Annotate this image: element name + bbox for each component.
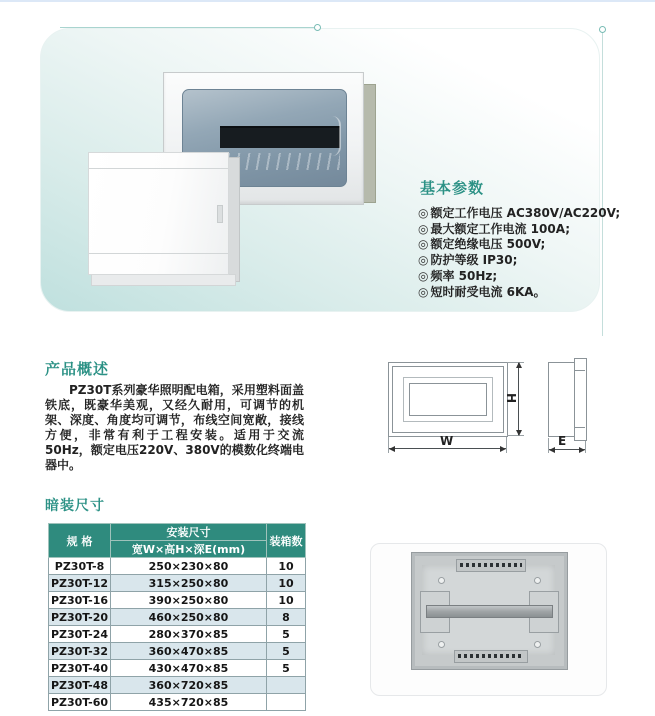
arrow-icon — [500, 446, 506, 452]
screw-icon — [534, 641, 541, 648]
drawing-side-body — [548, 362, 575, 437]
screw-icon — [438, 577, 445, 584]
front-box-seam — [89, 253, 228, 254]
rear-box-breaker-slot — [220, 126, 340, 148]
table-row: PZ30T-48 360×720×85 — [49, 677, 306, 694]
bullet-icon: ◎ — [418, 206, 429, 220]
basic-param-item: ◎ 额定工作电压 AC380V/AC220V; — [418, 206, 621, 220]
basic-param-item: ◎ 防护等级 IP30; — [418, 253, 518, 268]
bullet-icon: ◎ — [418, 253, 429, 268]
accent-line-horizontal — [60, 27, 314, 28]
drawing-front-inner3 — [409, 383, 487, 416]
din-rail — [426, 605, 553, 618]
bullet-icon: ◎ — [418, 268, 429, 283]
dim-label-h: H — [504, 392, 519, 404]
dim-label-e: E — [558, 434, 567, 448]
terminal-dots — [458, 654, 524, 658]
col-header-pack-qty: 装箱数 — [267, 524, 306, 558]
rear-box-handle — [330, 116, 341, 156]
col-header-spec: 规 格 — [49, 524, 111, 558]
table-row: PZ30T-32 360×470×85 5 — [49, 643, 306, 660]
accent-dot-icon — [599, 26, 606, 33]
bullet-icon: ◎ — [418, 221, 429, 236]
table-row: PZ30T-24 280×370×85 5 — [49, 626, 306, 643]
basic-params-list — [418, 206, 650, 300]
arrow-icon — [549, 447, 555, 453]
table-row: PZ30T-60 435×720×85 — [49, 694, 306, 711]
col-header-install-size: 安装尺寸 — [111, 524, 267, 541]
table-row: PZ30T-12 315×250×80 10 — [49, 575, 306, 592]
product-photo-front-box — [88, 152, 240, 286]
dimensions-table — [48, 523, 306, 711]
terminal-strip-bottom — [454, 650, 528, 663]
basic-param-item: ◎ 最大额定工作电流 100A; — [418, 221, 571, 236]
arrow-icon — [389, 446, 395, 452]
bullet-icon: ◎ — [418, 237, 429, 252]
screw-icon — [534, 577, 541, 584]
dimensions-section-title: 暗装尺寸 — [45, 498, 105, 514]
page-top-divider — [0, 0, 655, 2]
arrow-icon — [579, 447, 585, 453]
dim-label-w: W — [440, 434, 454, 448]
overview-paragraph: PZ30T系列豪华照明配电箱，采用塑料面盖铁底，既豪华美观，又经久耐用，可调节的机架、深度、角度均可调节，布线空间宽敞，接线方便，非常有利于工程安装。适用于交流50Hz，额定电压220V、380V的模数化终端电器中。 — [45, 383, 304, 472]
screw-icon — [438, 641, 445, 648]
dim-extension — [506, 437, 507, 453]
col-header-size-detail: 宽W×高H×深E(mm) — [111, 541, 267, 558]
bullet-icon: ◎ — [418, 284, 429, 299]
front-box-seam — [89, 168, 228, 169]
interior-photo-back-box — [411, 552, 568, 670]
accent-dot-icon — [314, 24, 321, 31]
dim-line-h — [518, 363, 519, 435]
arrow-icon — [516, 362, 522, 368]
table-row: PZ30T-20 460×250×80 8 — [49, 609, 306, 626]
front-box-door — [88, 152, 229, 275]
interior-photo-card — [370, 543, 607, 696]
drawing-side-tab-line — [574, 427, 585, 428]
terminal-dots — [460, 563, 522, 567]
table-row: PZ30T-16 390×250×80 10 — [49, 592, 306, 609]
basic-param-item: ◎ 短时耐受电流 6KA。 — [418, 284, 546, 299]
table-row: PZ30T-40 430×470×85 5 — [49, 660, 306, 677]
front-box-latch — [217, 205, 223, 223]
basic-param-item: ◎ 额定绝缘电压 500V; — [418, 237, 546, 252]
dim-line-w — [389, 448, 506, 449]
arrow-icon — [516, 430, 522, 436]
terminal-strip-top — [456, 559, 526, 572]
basic-param-item: ◎ 频率 50Hz; — [418, 268, 498, 283]
table-row: PZ30T-8 250×230×80 10 — [49, 558, 306, 575]
dim-extension — [585, 441, 586, 453]
basic-params-title: 基本参数 — [420, 179, 485, 197]
overview-title: 产品概述 — [45, 360, 110, 378]
drawing-side-tab-line — [574, 370, 585, 371]
front-box-bottom-flange — [91, 274, 236, 286]
